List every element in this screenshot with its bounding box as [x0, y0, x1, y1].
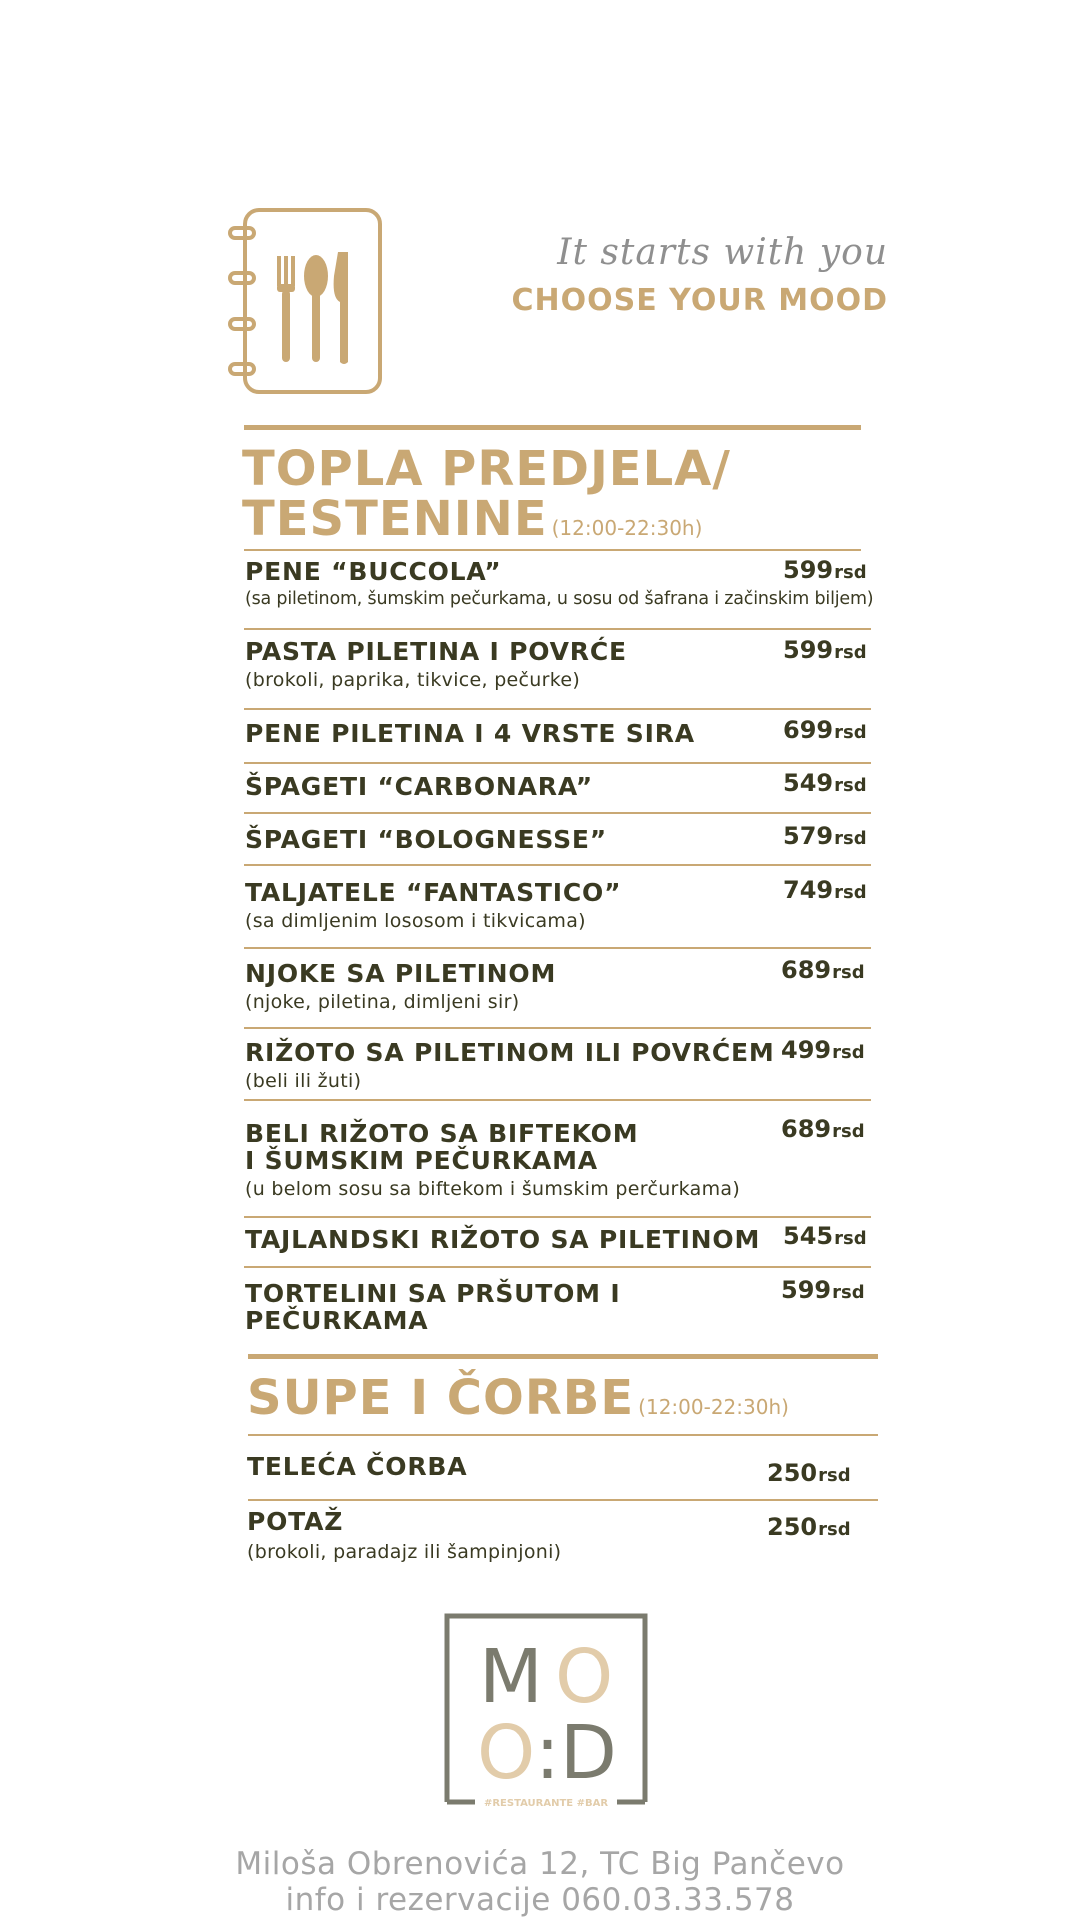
item-description: (sa piletinom, šumskim pečurkama, u sosu od šafrana i začinskim biljem)	[245, 589, 874, 609]
menu-item	[245, 638, 627, 691]
item-description: (brokoli, paradajz ili šampinjoni)	[247, 1541, 562, 1563]
logo-letter-m: M	[479, 1634, 543, 1720]
item-name-line1: TORTELINI SA PRŠUTOM I	[245, 1279, 621, 1308]
divider	[244, 549, 861, 551]
mood-logo	[443, 1612, 649, 1816]
divider	[244, 864, 871, 866]
item-price: 579rsd	[783, 822, 867, 850]
item-description: (brokoli, paprika, tikvice, pečurke)	[245, 669, 581, 691]
menu-item	[245, 960, 556, 1013]
section-title	[242, 441, 731, 553]
item-name-line2: PEČURKAMA	[245, 1306, 429, 1335]
item-description: (njoke, piletina, dimljeni sir)	[245, 991, 520, 1013]
divider	[244, 628, 871, 630]
menu-item	[245, 1039, 775, 1092]
item-price: 599rsd	[781, 1276, 865, 1304]
divider	[244, 708, 871, 710]
footer-contact: info i rezervacije 060.03.33.578	[285, 1882, 795, 1918]
item-description: (u belom sosu sa biftekom i šumskim perčurkama)	[245, 1178, 741, 1200]
item-price: 549rsd	[783, 769, 867, 797]
item-price: 699rsd	[783, 716, 867, 744]
menu-item	[245, 1120, 740, 1200]
item-name-line1: BELI RIŽOTO SA BIFTEKOM	[245, 1119, 639, 1148]
item-name: RIŽOTO SA PILETINOM ILI POVRĆEM	[245, 1038, 775, 1067]
item-name: ŠPAGETI “CARBONARA”	[245, 772, 593, 801]
item-name: TAJLANDSKI RIŽOTO SA PILETINOM	[245, 1225, 761, 1254]
item-price: 250rsd	[767, 1513, 851, 1541]
item-price: 689rsd	[781, 956, 865, 984]
section-hours: (12:00-22:30h)	[551, 516, 703, 540]
item-name: PENE “BUCCOLA”	[245, 557, 502, 586]
menu-item	[247, 1508, 561, 1563]
section-title-line1: TOPLA PREDJELA/	[242, 441, 731, 497]
section-title-line2: TESTENINE	[242, 491, 548, 547]
section-divider	[248, 1354, 878, 1359]
item-name: PENE PILETINA I 4 VRSTE SIRA	[245, 719, 695, 748]
divider	[244, 812, 871, 814]
item-description: (sa dimljenim lososom i tikvicama)	[245, 910, 586, 932]
logo-letters-d: :D	[535, 1710, 617, 1796]
footer-address: Miloša Obrenovića 12, TC Big Pančevo	[235, 1846, 845, 1882]
item-name: TELEĆA ČORBA	[247, 1452, 468, 1481]
menu-item	[245, 879, 621, 932]
item-price: 545rsd	[783, 1222, 867, 1250]
item-name: PASTA PILETINA I POVRĆE	[245, 637, 627, 666]
divider	[244, 1027, 871, 1029]
item-price: 599rsd	[783, 556, 867, 584]
divider	[244, 1099, 871, 1101]
item-name: POTAŽ	[247, 1507, 344, 1536]
divider	[244, 947, 871, 949]
item-price: 599rsd	[783, 636, 867, 664]
item-price: 689rsd	[781, 1115, 865, 1143]
section-hours: (12:00-22:30h)	[638, 1395, 789, 1419]
choose-your-mood-title: CHOOSE YOUR MOOD	[511, 283, 888, 318]
item-price: 499rsd	[781, 1036, 865, 1064]
logo-letter-o2: O	[477, 1710, 536, 1796]
divider	[248, 1434, 878, 1436]
tagline: It starts with you	[557, 232, 888, 273]
logo-subtitle: #RESTAURANTE #BAR	[483, 1798, 609, 1809]
section-title	[247, 1370, 789, 1435]
item-name: TALJATELE “FANTASTICO”	[245, 878, 622, 907]
item-description: (beli ili žuti)	[245, 1070, 362, 1092]
item-name: NJOKE SA PILETINOM	[245, 959, 557, 988]
menu-item	[245, 1280, 620, 1334]
item-name-line2: I ŠUMSKIM PEČURKAMA	[245, 1146, 598, 1175]
divider	[244, 1216, 871, 1218]
divider	[244, 762, 871, 764]
menu-item	[245, 558, 873, 609]
section-divider	[244, 425, 861, 430]
logo-letter-o: O	[555, 1634, 614, 1720]
divider	[248, 1499, 878, 1501]
item-price: 749rsd	[783, 876, 867, 904]
item-name: ŠPAGETI “BOLOGNESSE”	[245, 825, 607, 854]
item-price: 250rsd	[767, 1459, 851, 1487]
menu-book-cutlery-icon	[228, 206, 384, 396]
divider	[244, 1266, 871, 1268]
section-title-text: SUPE I ČORBE	[247, 1370, 635, 1426]
